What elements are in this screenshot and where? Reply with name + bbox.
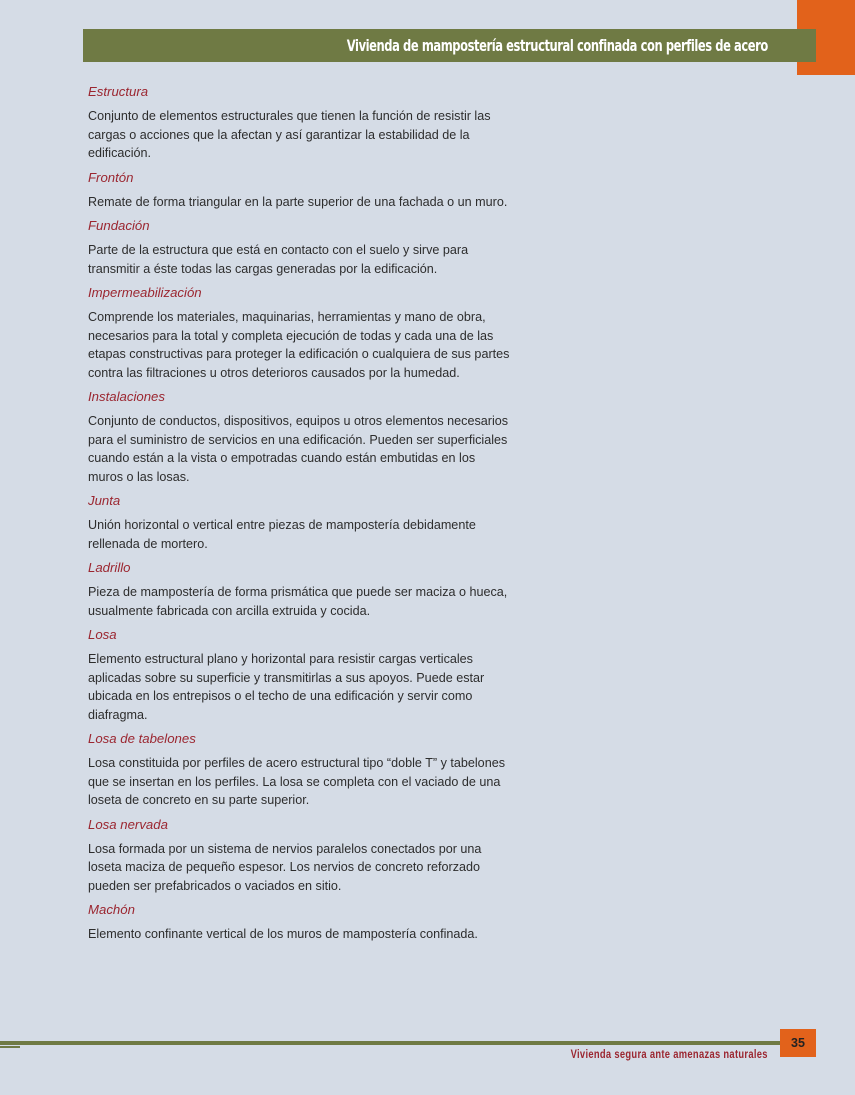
header-bar: [83, 29, 816, 62]
glossary-entry-fundacion: [88, 217, 518, 278]
glossary-definition: Elemento confinante vertical de los muros de mampostería confinada.: [88, 927, 478, 941]
glossary-entry-machon: [88, 901, 518, 944]
glossary-term: Estructura: [88, 84, 149, 99]
glossary-term: Junta: [88, 493, 121, 508]
glossary-term: Instalaciones: [88, 389, 165, 404]
glossary-list: [88, 83, 518, 950]
glossary-definition: Comprende los materiales, maquinarias, herramientas y mano de obra, necesarios para la total y completa ejecución de todas y cada una de las etapas constructivas para proteger la edificación o cualquiera de sus partes contra las filtraciones u otros deterioros causados por la humedad.: [88, 310, 510, 380]
glossary-entry-losa-nervada: [88, 816, 518, 896]
glossary-entry-instalaciones: [88, 388, 518, 486]
glossary-entry-losa-de-tabelones: [88, 730, 518, 810]
footer-rule: [0, 1041, 780, 1045]
footer-rule-accent: [0, 1046, 20, 1048]
glossary-definition: Elemento estructural plano y horizontal para resistir cargas verticales aplicadas sobre su superficie y transmitirlas a sus apoyos. Puede estar ubicada en los entrepisos o el techo de una edificación y servir como diafragma.: [88, 652, 485, 722]
glossary-term: Frontón: [88, 169, 134, 185]
glossary-definition: Unión horizontal o vertical entre piezas de mampostería debidamente rellenada de mortero.: [88, 518, 476, 551]
glossary-entry-junta: [88, 492, 518, 553]
glossary-term: Machón: [88, 902, 135, 917]
glossary-term: Impermeabilización: [88, 285, 202, 300]
running-header-title: Vivienda de mampostería estructural confinada con perfiles de acero: [346, 36, 768, 55]
glossary-term: Losa de tabelones: [88, 731, 196, 746]
glossary-definition: Pieza de mampostería de forma prismática que puede ser maciza o hueca, usualmente fabricada con arcilla extruida y cocida.: [88, 585, 508, 618]
glossary-definition: Conjunto de conductos, dispositivos, equipos u otros elementos necesarios para el suministro de servicios en una edificación. Pueden ser superficiales cuando están a la vista o empotradas cuando están embutidas en los muros o las losas.: [88, 414, 509, 484]
glossary-entry-ladrillo: [88, 559, 518, 620]
glossary-entry-impermeabilizacion: [88, 284, 518, 382]
glossary-entry-estructura: [88, 83, 518, 163]
glossary-definition: Losa constituida por perfiles de acero estructural tipo “doble T” y tabelones que se insertan en los perfiles. La losa se completa con el vaciado de una loseta de concreto en su parte superior.: [88, 756, 505, 807]
glossary-term: Losa nervada: [88, 816, 168, 832]
running-footer-title: Vivienda segura ante amenazas naturales: [570, 1047, 768, 1061]
glossary-definition: Conjunto de elementos estructurales que tienen la función de resistir las cargas o acciones que la afectan y así garantizar la estabilidad de la edificación.: [88, 109, 491, 160]
glossary-entry-losa: [88, 626, 518, 724]
glossary-definition: Parte de la estructura que está en contacto con el suelo y sirve para transmitir a éste todas las cargas generadas por la edificación.: [88, 243, 469, 276]
glossary-definition: Losa formada por un sistema de nervios paralelos conectados por una loseta maciza de pequeño espesor. Los nervios de concreto reforzado pueden ser prefabricados o vaciados en sitio.: [88, 841, 482, 893]
glossary-term: Ladrillo: [88, 560, 131, 575]
page-number-badge: 35: [780, 1029, 816, 1057]
glossary-definition: Remate de forma triangular en la parte superior de una fachada o un muro.: [88, 194, 508, 209]
glossary-term: Fundación: [88, 218, 150, 233]
glossary-entry-fronton: [88, 169, 518, 212]
glossary-term: Losa: [88, 627, 117, 642]
